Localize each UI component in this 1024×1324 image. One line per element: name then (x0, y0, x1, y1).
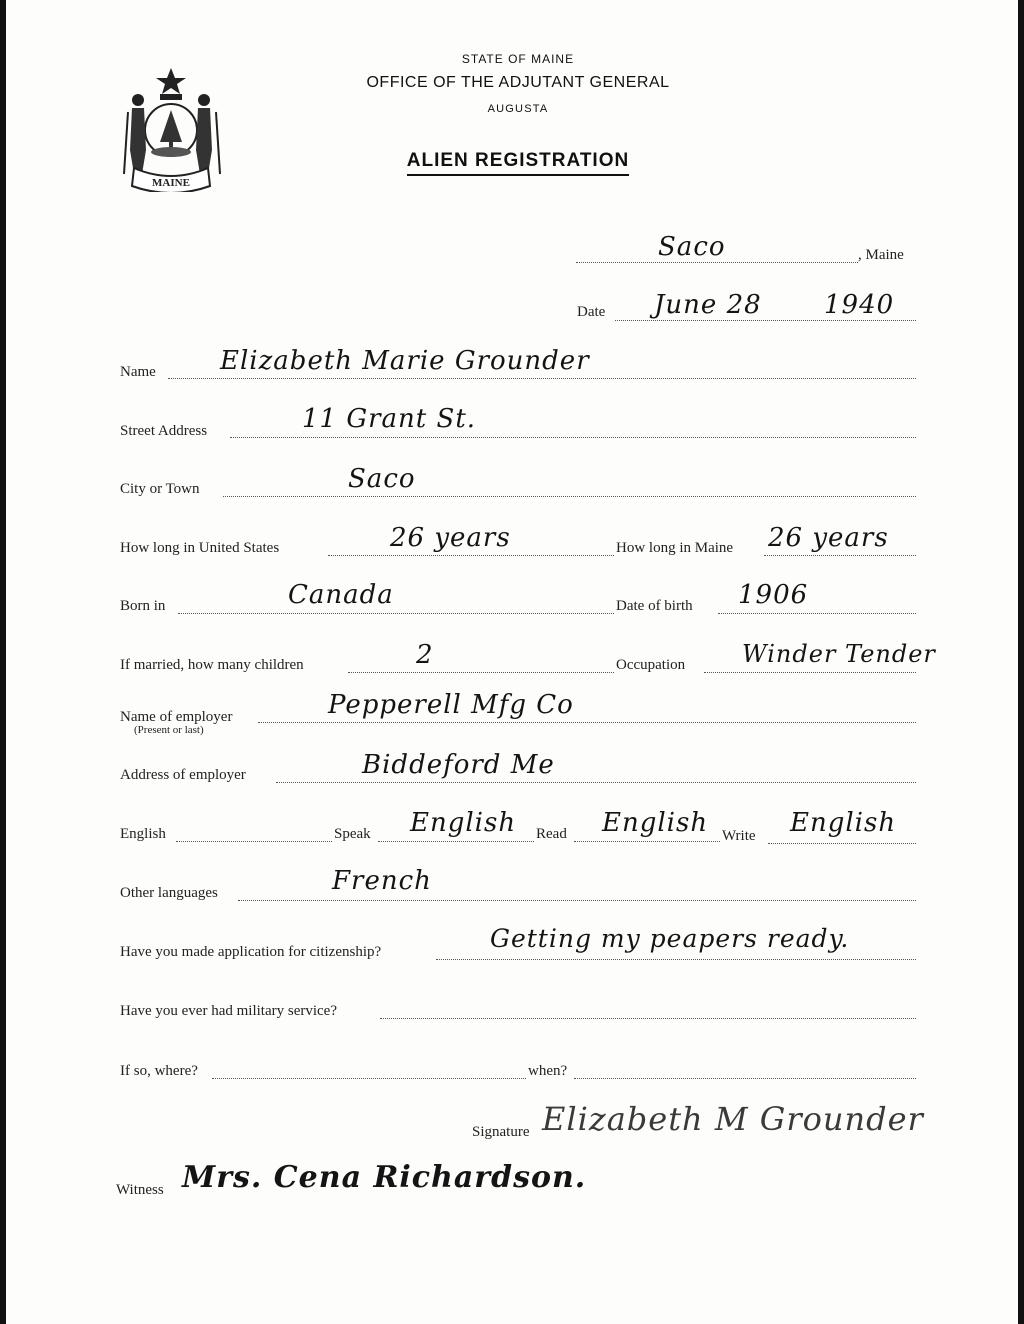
name-label: Name (120, 364, 156, 380)
employer-name-line (258, 722, 916, 723)
english-write-label: Write (722, 828, 756, 844)
place-value[interactable]: Saco (658, 232, 726, 262)
street-line (230, 437, 916, 438)
how-long-us-line (328, 555, 614, 556)
place-line (576, 262, 858, 263)
military-line (380, 1018, 916, 1019)
city-town-line (223, 496, 916, 497)
born-in-label: Born in (120, 598, 166, 614)
employer-address-label: Address of employer (120, 767, 246, 783)
english-label: English (120, 826, 166, 842)
header-state: STATE OF MAINE (461, 52, 575, 66)
english-read-value[interactable]: English (602, 808, 709, 838)
how-long-us-label: How long in United States (120, 540, 280, 556)
english-line (176, 841, 332, 842)
date-month-day-value[interactable]: June 28 (654, 290, 762, 320)
when-line (574, 1078, 916, 1079)
english-speak-value[interactable]: English (410, 808, 517, 838)
born-in-value[interactable]: Canada (288, 580, 394, 610)
date-of-birth-line (718, 613, 916, 614)
witness-value[interactable]: Mrs. Cena Richardson. (182, 1160, 587, 1195)
citizenship-value[interactable]: Getting my peapers ready. (490, 924, 850, 953)
city-town-label: City or Town (120, 481, 200, 497)
where-label: If so, where? (120, 1063, 198, 1079)
other-languages-line (238, 900, 916, 901)
children-line (348, 672, 614, 673)
date-of-birth-label: Date of birth (616, 598, 693, 614)
how-long-maine-label: How long in Maine (616, 540, 734, 556)
form-title (6, 150, 1024, 172)
english-speak-label: Speak (334, 826, 371, 842)
english-read-line (574, 841, 720, 842)
how-long-us-value[interactable]: 26 years (390, 523, 511, 553)
name-line (168, 378, 916, 379)
date-label: Date (577, 304, 606, 320)
form-title-text: ALIEN REGISTRATION (407, 150, 629, 176)
place-suffix: , Maine (858, 247, 904, 263)
signature-value[interactable]: Elizabeth M Grounder (542, 1100, 924, 1138)
how-long-maine-value[interactable]: 26 years (768, 523, 889, 553)
employer-name-sublabel: (Present or last) (134, 724, 204, 736)
occupation-line (704, 672, 916, 673)
where-line (212, 1078, 526, 1079)
english-write-line (768, 843, 916, 844)
street-label: Street Address (120, 423, 208, 439)
children-label: If married, how many children (120, 657, 304, 673)
occupation-label: Occupation (616, 657, 686, 673)
street-value[interactable]: 11 Grant St. (302, 404, 477, 434)
occupation-value[interactable]: Winder Tender (742, 640, 936, 668)
employer-address-line (276, 782, 916, 783)
date-of-birth-value[interactable]: 1906 (738, 580, 809, 610)
citizenship-line (436, 959, 916, 960)
date-line (615, 320, 916, 321)
when-label: when? (528, 1063, 568, 1079)
born-in-line (178, 613, 614, 614)
english-read-label: Read (536, 826, 567, 842)
english-write-value[interactable]: English (790, 808, 897, 838)
employer-name-value[interactable]: Pepperell Mfg Co (328, 690, 574, 720)
how-long-maine-line (764, 555, 916, 556)
military-label: Have you ever had military service? (120, 1003, 337, 1019)
employer-name-label: Name of employer (120, 709, 233, 725)
signature-label: Signature (472, 1124, 530, 1140)
seal-text: MAINE (152, 177, 190, 189)
citizenship-label: Have you made application for citizenship? (120, 944, 382, 960)
city-town-value[interactable]: Saco (348, 464, 416, 494)
children-value[interactable]: 2 (416, 640, 434, 670)
name-value[interactable]: Elizabeth Marie Grounder (220, 346, 590, 376)
witness-label: Witness (116, 1182, 164, 1198)
other-languages-label: Other languages (120, 885, 218, 901)
employer-address-value[interactable]: Biddeford Me (362, 750, 555, 780)
header-office: OFFICE OF THE ADJUTANT GENERAL (366, 74, 670, 91)
date-year-value[interactable]: 1940 (824, 290, 895, 320)
other-languages-value[interactable]: French (332, 866, 432, 896)
header-city: AUGUSTA (487, 103, 549, 115)
english-speak-line (378, 841, 534, 842)
